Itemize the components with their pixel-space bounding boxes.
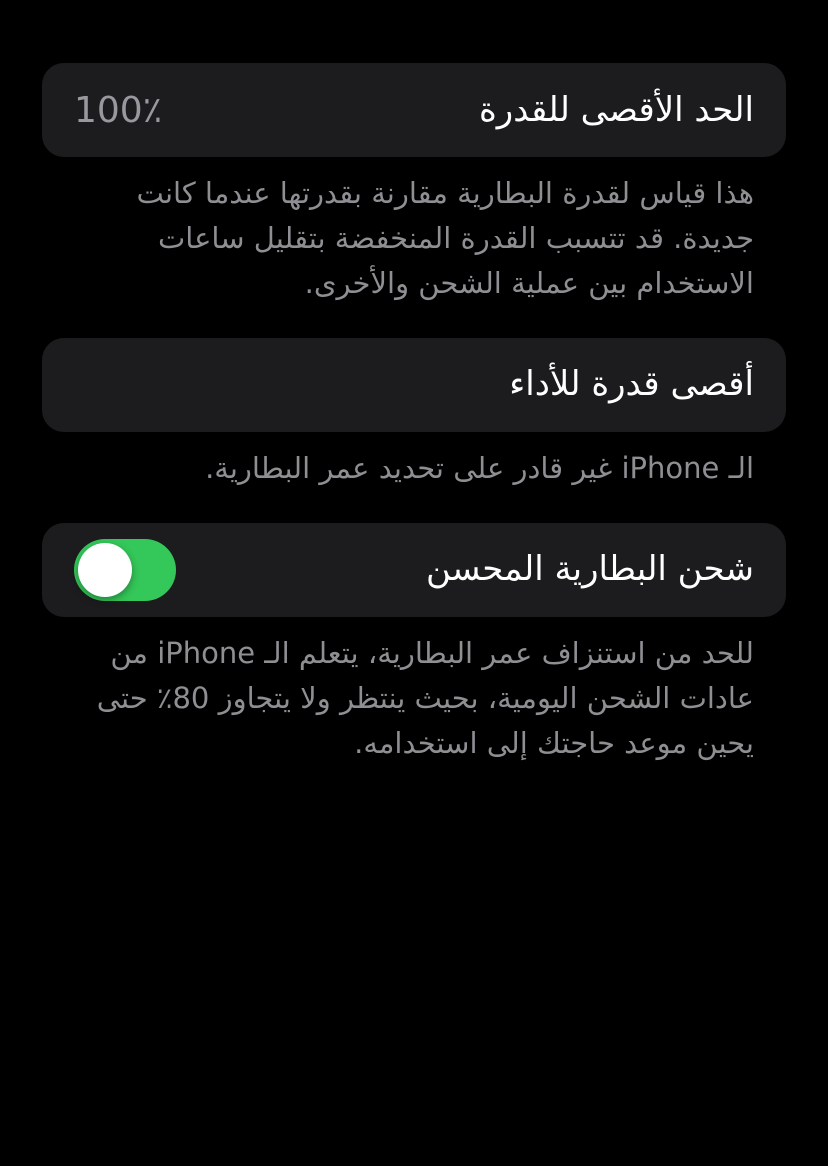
optimized-charging-toggle[interactable] — [74, 539, 176, 601]
toggle-knob — [78, 543, 132, 597]
maximum-capacity-footer: هذا قياس لقدرة البطارية مقارنة بقدرتها عندما كانت جديدة. قد تتسبب القدرة المنخفضة بتقليل ساعات الاستخدام بين عملية الشحن والأخرى. — [136, 176, 754, 300]
optimized-charging-section — [0, 523, 828, 766]
optimized-charging-label: شحن البطارية المحسن — [426, 549, 754, 590]
peak-performance-section — [0, 338, 828, 491]
peak-performance-label: أقصى قدرة للأداء — [509, 364, 754, 405]
maximum-capacity-label: الحد الأقصى للقدرة — [478, 89, 754, 130]
peak-performance-footer: الـ iPhone غير قادر على تحديد عمر البطارية. — [205, 450, 754, 485]
maximum-capacity-value: 100٪ — [74, 89, 163, 131]
maximum-capacity-section — [0, 63, 828, 306]
peak-performance-row — [42, 338, 786, 432]
maximum-capacity-row — [42, 63, 786, 157]
optimized-charging-footer: للحد من استنزاف عمر البطارية، يتعلم الـ iPhone من عادات الشحن اليومية، بحيث ينتظر ولا يتجاوز 80٪ حتى يحين موعد حاجتك إلى استخدامه. — [96, 635, 754, 760]
optimized-charging-row — [42, 523, 786, 617]
